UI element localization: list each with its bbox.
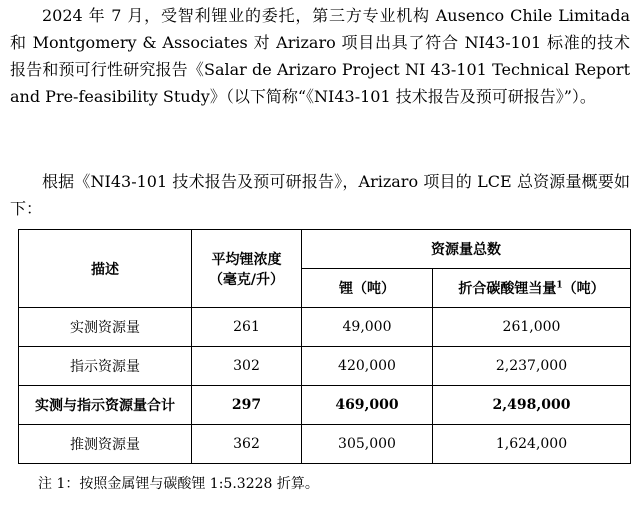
header-total: 资源量总数 — [302, 230, 631, 269]
table-row — [19, 308, 631, 347]
footnote: 注 1：按照金属锂与碳酸锂 1:5.3228 折算。 — [38, 476, 319, 492]
table-row-total — [19, 386, 631, 425]
row-description: 实测资源量 — [19, 308, 192, 347]
row-lithium: 420,000 — [302, 347, 433, 386]
table-row — [19, 347, 631, 386]
header-lce — [433, 269, 631, 308]
row-description: 实测与指示资源量合计 — [19, 386, 192, 425]
header-concentration — [192, 230, 302, 308]
resource-table — [18, 229, 631, 464]
row-description: 指示资源量 — [19, 347, 192, 386]
row-lce: 1,624,000 — [433, 425, 631, 464]
header-lithium: 锂（吨） — [302, 269, 433, 308]
row-lithium: 305,000 — [302, 425, 433, 464]
header-concentration-line2: （毫克/升） — [208, 271, 285, 288]
header-concentration-line1: 平均锂浓度 — [211, 251, 282, 268]
table-row — [19, 425, 631, 464]
row-lce: 261,000 — [433, 308, 631, 347]
row-concentration: 362 — [192, 425, 302, 464]
header-lce-unit: （吨） — [562, 281, 605, 297]
row-lithium: 469,000 — [302, 386, 433, 425]
header-lce-label: 折合碳酸锂当量 — [458, 281, 557, 297]
summary-paragraph: 根据《NI43-101 技术报告及预可研报告》，Arizaro 项目的 LCE 总资源量概要如下： — [10, 172, 630, 218]
intro-paragraph: 2024 年 7 月，受智利锂业的委托，第三方专业机构 Ausenco Chile Limitada 和 Montgomery & Associates 对 Arizaro 项目出具了符合 NI43-101 标准的技术报告和预可行性研究报告《Salar de Arizaro Project NI 43-101 Technical Report and Pre-feasibility Study》（以下简称“《NI43-101 技术报告及预可研报告》”）。 — [10, 6, 630, 106]
row-concentration: 297 — [192, 386, 302, 425]
row-lithium: 49,000 — [302, 308, 433, 347]
row-concentration: 261 — [192, 308, 302, 347]
row-concentration: 302 — [192, 347, 302, 386]
footnote-marker: 1 — [556, 280, 563, 291]
header-description: 描述 — [19, 230, 192, 308]
row-lce: 2,237,000 — [433, 347, 631, 386]
row-lce: 2,498,000 — [433, 386, 631, 425]
row-description: 推测资源量 — [19, 425, 192, 464]
